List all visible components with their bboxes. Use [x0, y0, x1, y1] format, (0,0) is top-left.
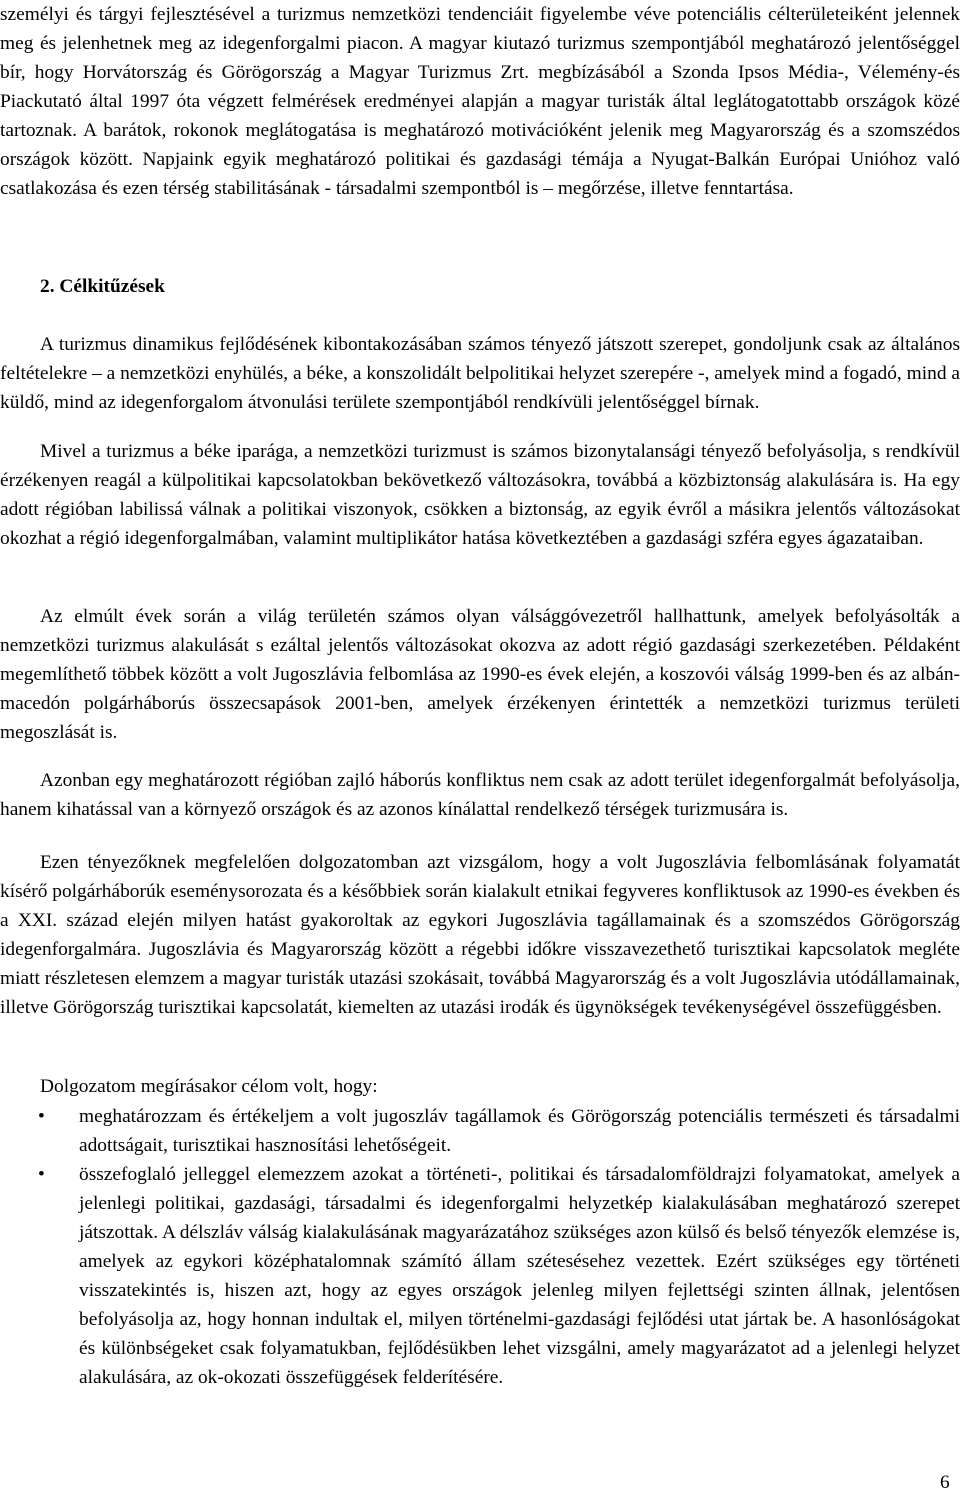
section-heading: 2. Célkitűzések	[40, 276, 165, 297]
bullet-text: összefoglaló jelleggel elemezzem azokat a történeti-, politikai és társadalomföldrajzi folyamatokat, amelyek a jelenlegi politikai, gazdasági, társadalmi és idegenforgalmi helyzetkép kialakulásában meghatározó szerepet játszottak. A délszláv válság kialakulásának magyarázatához szükséges azon külső és belső tényezők elemzése is, amelyek az egykori középhatalomnak számító állam szétesésehez vezettek. Ezért szükséges egy történeti visszatekintés is, hiszen azt, hogy az egyes országok jelenleg milyen fejlettségi szinten állnak, jelentősen befolyásolja az, hogy honnan indultak el, milyen történelmi-gazdasági fejlődési utat jártak be. A hasonlóságokat és különbségeket csak folyamatukban, fejlődésükben lehet vizsgálni, amely magyarázatot ad a jelenlegi helyzet alakulására, az ok-okozati összefüggések felderítésére.	[79, 1164, 960, 1388]
page-number: 6	[940, 1472, 950, 1493]
paragraph-haborus-konfliktus: Azonban egy meghatározott régióban zajló háborús konfliktus nem csak az adott terület idegenforgalmát befolyásolja, hanem kihatással van a környező országok és az azonos kínálattal rendelkező térségek turizmusára is.	[0, 770, 960, 820]
bullet-marker: •	[38, 1164, 45, 1185]
paragraph-celom: Dolgozatom megírásakor célom volt, hogy:	[40, 1076, 378, 1097]
paragraph-intro-continuation: személyi és tárgyi fejlesztésével a turizmus nemzetközi tendenciáit figyelembe véve potenciális célterületeiként jelennek meg és jelenhetnek meg az idegenforgalmi piacon. A magyar kiutazó turizmus szempontjából meghatározó jelentőséggel bír, hogy Horvátország és Görögország a Magyar Turizmus Zrt. megbízásából a Szonda Ipsos Média-, Vélemény-és Piackutató által 1997 óta végzett felmérések eredményei alapján a magyar turisták által leglátogatottabb országok közé tartoznak. A barátok, rokonok meglátogatása is meghatározó motivációként jelenik meg Magyarország és a szomszédos országok között. Napjaink egyik meghatározó politikai és gazdasági témája a Nyugat-Balkán Európai Unióhoz való csatlakozása és ezen térség stabilitásának - társadalmi szempontból is – megőrzése, illetve fenntartása.	[0, 4, 960, 199]
bullet-marker: •	[38, 1106, 45, 1127]
bullet-text: meghatározzam és értékeljem a volt jugoszláv tagállamok és Görögország potenciális természeti és társadalmi adottságait, turisztikai hasznosítási lehetőségeit.	[79, 1106, 960, 1156]
paragraph-dolgozat-vizsgalat: Ezen tényezőknek megfelelően dolgozatomban azt vizsgálom, hogy a volt Jugoszlávia felbomlásának folyamatát kísérő polgárháborúk eseménysorozata és a későbbiek során kialakult etnikai fegyveres konfliktusok az 1990-es években és a XXI. század elején milyen hatást gyakoroltak az egykori Jugoszlávia tagállamainak és a szomszédos Görögország idegenforgalmára. Jugoszlávia és Magyarország között a régebbi időkre visszavezethető turisztikai kapcsolatok megléte miatt részletesen elemzem a magyar turisták utazási szokásait, továbbá Magyarország és a volt Jugoszlávia utódállamainak, illetve Görögország turisztikai kapcsolatát, kiemelten az utazási irodák és ügynökségek tevékenységével összefüggésben.	[0, 852, 960, 1018]
paragraph-beke-iparaga: Mivel a turizmus a béke iparága, a nemzetközi turizmust is számos bizonytalansági tényező befolyásolja, s rendkívül érzékenyen reagál a külpolitikai kapcsolatokban bekövetkező változásokra, továbbá a közbiztonság alakulására is. Ha egy adott régióban labilissá válnak a politikai viszonyok, csökken a biztonság, az egyik évről a másikra jelentős változásokat okozhat a régió idegenforgalmában, valamint multiplikátor hatása következtében a gazdasági szféra egyes ágazataiban.	[0, 441, 960, 549]
paragraph-valsaggocok: Az elmúlt évek során a világ területén számos olyan válsággóvezetről hallhattunk, amelyek befolyásolták a nemzetközi turizmus alakulását s ezáltal jelentős változásokat okozva az adott régió gazdasági szerkezetében. Példaként megemlíthető többek között a volt Jugoszlávia felbomlása az 1990-es évek elején, a koszovói válság 1999-ben és az albán-macedón polgárháborús összecsapások 2001-ben, amelyek érzékenyen érintették a nemzetközi turizmus területi megoszlását is.	[0, 606, 960, 743]
paragraph-turizmus-dinamikus: A turizmus dinamikus fejlődésének kibontakozásában számos tényező játszott szerepet, gondoljunk csak az általános feltételekre – a nemzetközi enyhülés, a béke, a konszolidált belpolitikai helyzet szerepére -, amelyek mind a fogadó, mind a küldő, mind az idegenforgalom átvonulási területe szempontjából rendkívüli jelentőséggel bírnak.	[0, 334, 960, 413]
